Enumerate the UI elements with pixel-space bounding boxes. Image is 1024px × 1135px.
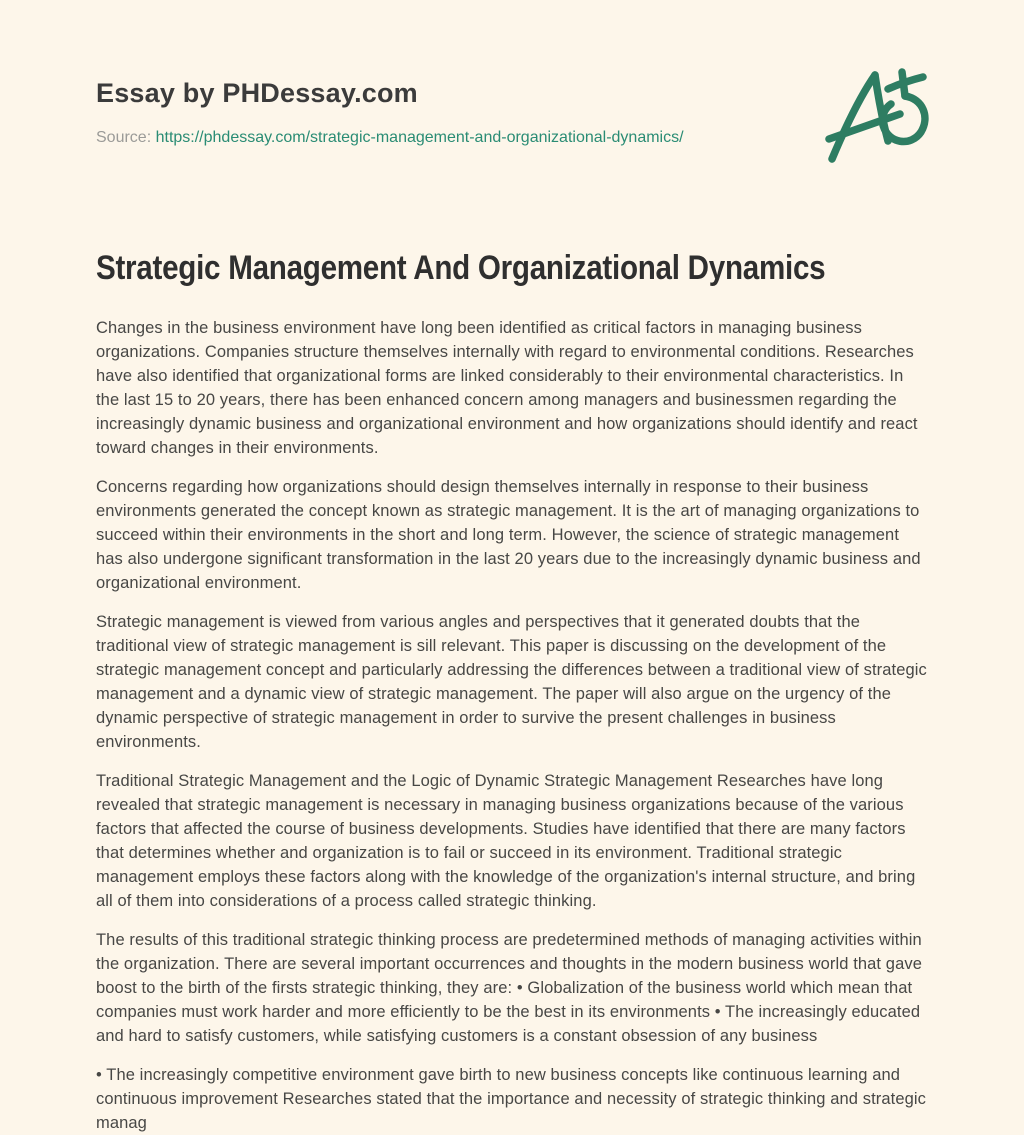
essay-paragraph: Strategic management is viewed from various angles and perspectives that it generated doubts that the traditional view of strategic management is sill relevant. This paper is discussing on the development of the strategic management concept and particularly addressing the differences between a traditional view of strategic management and a dynamic view of strategic management. The paper will also argue on the urgency of the dynamic perspective of strategic management in order to survive the present challenges in business environments. <box>96 613 927 751</box>
essay-body <box>96 316 928 1135</box>
essay-paragraph: Concerns regarding how organizations should design themselves internally in response to their business environments generated the concept known as strategic management. It is the art of managing organizations to succeed within their environments in the short and long term. However, the science of strategic management has also undergone significant transformation in the last 20 years due to the increasingly dynamic business and organizational environment. <box>96 478 921 592</box>
a-plus-logo-icon <box>824 66 936 171</box>
essay-paragraph: The results of this traditional strategic thinking process are predetermined methods of managing activities within the organization. There are several important occurrences and thoughts in the modern business world that gave boost to the birth of the firsts strategic thinking, they are: • Globalization of the business world which mean that companies must work harder and more efficiently to be the best in its environments • The increasingly educated and hard to satisfy customers, while satisfying customers is a constant obsession of any business <box>96 931 922 1045</box>
essay-paragraph: Traditional Strategic Management and the Logic of Dynamic Strategic Management Researches have long revealed that strategic management is necessary in managing business organizations because of the various factors that affected the course of business developments. Studies have identified that there are many factors that determines whether and organization is to fail or succeed in its environment. Traditional strategic management employs these factors along with the knowledge of the organization's internal structure, and bring all of them into considerations of a process called strategic thinking. <box>96 772 916 910</box>
page-header <box>96 70 928 171</box>
source-link[interactable]: https://phdessay.com/strategic-management-and-organizational-dynamics/ <box>155 129 684 146</box>
source-line <box>96 129 684 147</box>
header-text-block <box>96 70 684 147</box>
essay-paragraph: Changes in the business environment have long been identified as critical factors in managing business organizations. Companies structure themselves internally with regard to environmental conditions. Researches have also identified that organizational forms are linked considerably to their environmental characteristics. In the last 15 to 20 years, there has been enhanced concern among managers and businessmen regarding the increasingly dynamic business and organizational environment and how organizations should identify and react toward changes in their environments. <box>96 319 918 457</box>
essay-paragraph: • The increasingly competitive environment gave birth to new business concepts like continuous learning and continuous improvement Researches stated that the importance and necessity of strategic thinking and strategic manag <box>96 1066 927 1132</box>
source-label: Source: <box>96 129 152 146</box>
essay-title: Strategic Management And Organizational Dynamics <box>96 249 826 287</box>
site-header-title: Essay by PHDessay.com <box>96 78 418 108</box>
